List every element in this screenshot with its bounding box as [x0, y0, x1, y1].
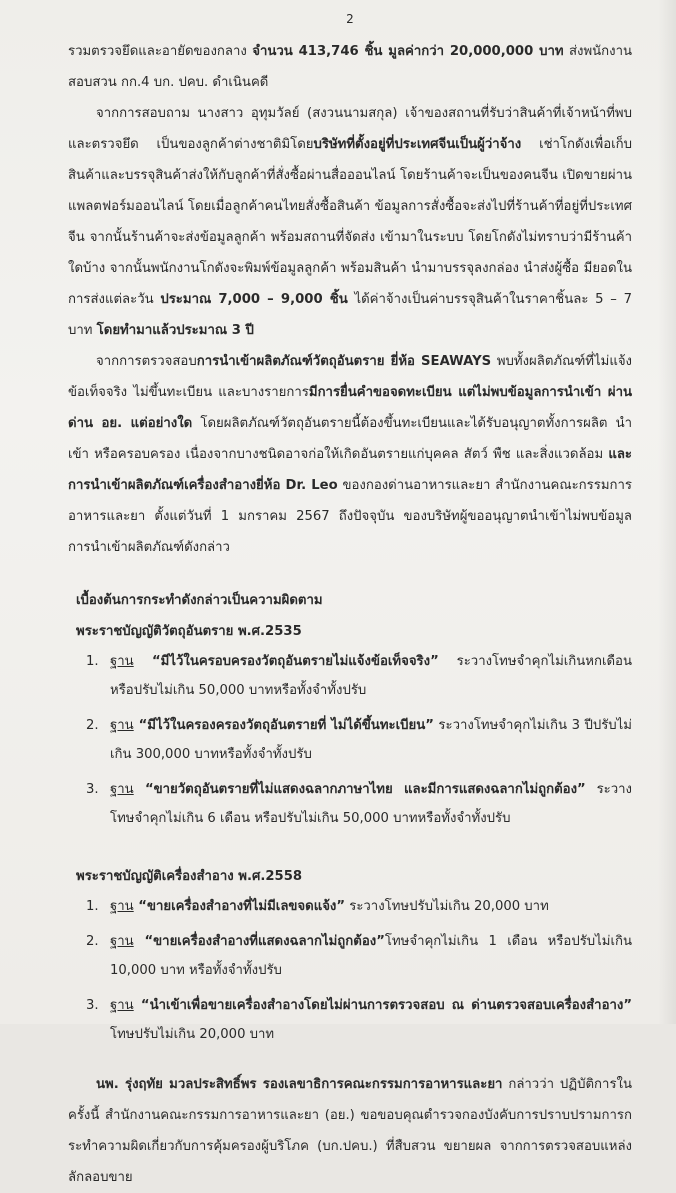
list-item: 3. ฐาน “นำเข้าเพื่อขายเครื่องสำอางโดยไม่ผ่านการตรวจสอบ ณ ด่านตรวจสอบเครื่องสำอาง” โทษปรับไม่เกิน 20,000 บาท — [86, 998, 632, 1042]
list-item: 1. ฐาน “ขายเครื่องสำอางที่ไม่มีเลขจดแจ้ง” ระวางโทษปรับไม่เกิน 20,000 บาท — [86, 899, 549, 914]
paragraph-owner-statement: จากการสอบถาม นางสาว อุทุมวัลย์ (สงวนนามสกุล) เจ้าของสถานที่รับว่าสินค้าที่เจ้าหน้าที่พบและตรวจยึด เป็นของลูกค้าต่างชาติมิโดยบริษัทที่ตั้งอยู่ที่ประเทศจีนเป็นผู้ว่าจ้าง เช่าโกดังเพื่อเก็บสินค้าและบรรจุสินค้าส่งให้กับลูกค้าที่สั่งซื้อผ่านสื่อออนไลน์ โดยร้านค้าจะเป็นของคนจีน เปิดขายผ่านแพลตฟอร์มออนไลน์ โดยเมื่อลูกค้าคนไทยสั่งซื้อสินค้า ข้อมูลการสั่งซื้อจะส่งไปที่ร้านค้าที่อยู่ที่ประเทศจีน จากนั้นร้านค้าจะส่งข้อมูลลูกค้า พร้อมสถานที่จัดส่ง เข้ามาในระบบ โดยโกดังไม่ทราบว่ามีร้านค้าใดบ้าง จากนั้นพนักงานโกดังจะพิมพ์ข้อมูลลูกค้า พร้อมสินค้า นำมาบรรจุลงกล่อง นำส่งผู้ซื้อ มียอดในการส่งแต่ละวัน ประมาณ 7,000 – 9,000 ชิ้น ได้ค่าจ้างเป็นค่าบรรจุสินค้าในราคาชิ้นละ 5 – 7 บาท โดยทำมาแล้วประมาณ 3 ปี — [68, 106, 632, 338]
page-edge-shadow — [658, 0, 676, 1024]
paragraph-seizure-summary: รวมตรวจยึดและอายัดของกลาง จำนวน 413,746 ชิ้น มูลค่ากว่า 20,000,000 บาท ส่งพนักงานสอบสวน กก.4 บก. ปคบ. ดำเนินคดี — [68, 44, 633, 90]
list-item: 1. ฐาน “มีไว้ในครอบครองวัตถุอันตรายไม่แจ้งข้อเท็จจริง” ระวางโทษจำคุกไม่เกินหกเดือน หรือปรับไม่เกิน 50,000 บาทหรือทั้งจำทั้งปรับ — [86, 654, 632, 698]
law-cosmetics-title: พระราชบัญญัติเครื่องสำอาง พ.ศ.2558 — [76, 869, 303, 884]
law-cosmetics-list — [68, 892, 632, 1049]
page-number: 2 — [346, 12, 354, 26]
law-hazardous-substances-title: พระราชบัญญัติวัตถุอันตราย พ.ศ.2535 — [76, 624, 302, 639]
list-item: 2. ฐาน “มีไว้ในครองครองวัตถุอันตรายที่ ไม่ได้ขึ้นทะเบียน” ระวางโทษจำคุกไม่เกิน 3 ปีปรับไม่เกิน 300,000 บาทหรือทั้งจำทั้งปรับ — [86, 718, 632, 762]
list-item: 2. ฐาน “ขายเครื่องสำอางที่แสดงฉลากไม่ถูกต้อง”โทษจำคุกไม่เกิน 1 เดือน หรือปรับไม่เกิน 10,000 บาท หรือทั้งจำทั้งปรับ — [86, 934, 632, 978]
paragraph-deputy-secretary-statement: นพ. รุ่งฤทัย มวลประสิทธิ์พร รองเลขาธิการคณะกรรมการอาหารและยา กล่าวว่า ปฏิบัติการในครั้งนี้ สำนักงานคณะกรรมการอาหารและยา (อย.) ขอขอบคุณตำรวจกองบังคับการปราบปรามการกระทำความผิดเกี่ยวกับการคุ้มครองผู้บริโภค (บก.ปคบ.) ที่สืบสวน ขยายผล จากการตรวจสอบแหล่งลักลอบขาย — [68, 1077, 632, 1185]
law-hazardous-substances-list — [68, 647, 632, 833]
list-item: 3. ฐาน “ขายวัตถุอันตรายที่ไม่แสดงฉลากภาษาไทย และมีการแสดงฉลากไม่ถูกต้อง” ระวางโทษจำคุกไม่เกิน 6 เดือน หรือปรับไม่เกิน 50,000 บาทหรือทั้งจำทั้งปรับ — [86, 782, 632, 826]
paragraph-import-inspection: จากการตรวจสอบการนำเข้าผลิตภัณฑ์วัตถุอันตราย ยี่ห้อ SEAWAYS พบทั้งผลิตภัณฑ์ที่ไม่แจ้งข้อเท็จจริง ไม่ขึ้นทะเบียน และบางรายการมีการยื่นคำขอจดทะเบียน แต่ไม่พบข้อมูลการนำเข้า ผ่านด่าน อย. แต่อย่างใด โดยผลิตภัณฑ์วัตถุอันตรายนี้ต้องขึ้นทะเบียนและได้รับอนุญาตทั้งการผลิต นำเข้า หรือครอบครอง เนื่องจากบางชนิดอาจก่อให้เกิดอันตรายแก่บุคคล สัตว์ พืช และสิ่งแวดล้อม และการนำเข้าผลิตภัณฑ์เครื่องสำอางยี่ห้อ Dr. Leo ของกองด่านอาหารและยา สำนักงานคณะกรรมการอาหารและยา ตั้งแต่วันที่ 1 มกราคม 2567 ถึงปัจจุบัน ของบริษัทผู้ขออนุญาตนำเข้าไม่พบข้อมูลการนำเข้าผลิตภัณฑ์ดังกล่าว — [68, 354, 632, 555]
offense-intro-heading: เบื้องต้นการกระทำดังกล่าวเป็นความผิดตาม — [76, 593, 323, 608]
